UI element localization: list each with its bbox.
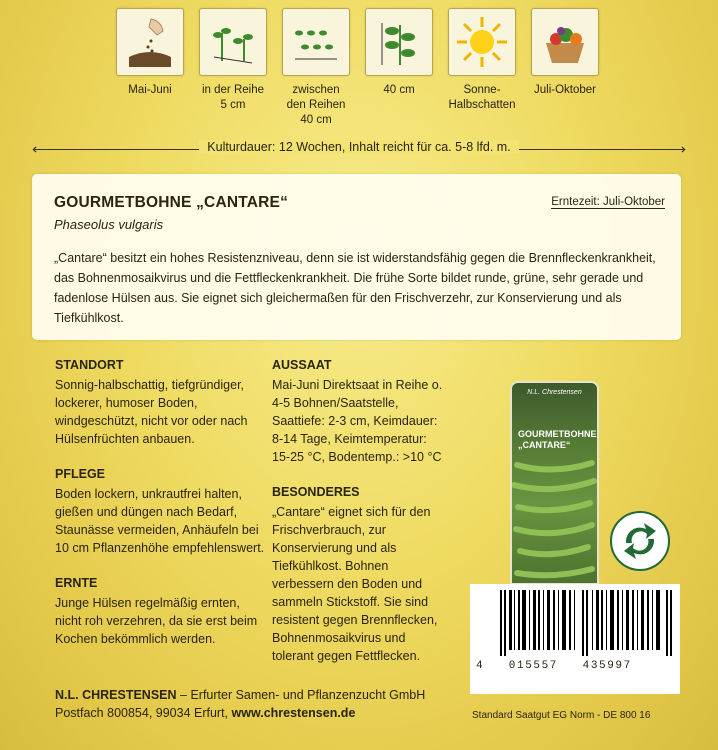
icon-row-spacing [188,8,278,113]
icon-label: Juli-Oktober [534,84,596,96]
icon-sowing-time [105,8,195,98]
besonderes-text: „Cantare“ eignet sich für den Frischverbrauch, zur Konservierung und als Tiefkühlkost. Bohnen verbessern den Boden und sammeln Stickstoff. Sie sind resistent gegen Brennflecken, Bohnenmosaikvirus und tolerant gegen Fettflecken. [272,505,438,663]
product-description: „Cantare“ besitzt ein hohes Resistenzniveau, denn sie ist widerstandsfähig gegen die Brennfleckenkrankheit, das Bohnenmosaikvirus und die Fettfleckenkrankheit. Die frühe Sorte bildet runde, grüne, sehr gerade und fadenlose Hülsen aus. Sie eignet sich gleichermaßen für den Frischverzehr, zur Konservierung und als Tiefkühlkost. [54,251,656,325]
pflege-heading: PFLEGE [55,467,106,481]
postal-address: Postfach 800854, 99034 Erfurt, [55,706,232,720]
standort-text: Sonnig-halbschattig, tiefgründiger, lockerer, humoser Boden, windgeschützt, nicht vor oder nach Hülsenfrüchten anbauen. [55,378,248,446]
latin-name: Phaseolus vulgaris [54,217,164,232]
icon-plant-height [354,8,444,98]
company-name: N.L. CHRESTENSEN [55,688,177,702]
icon-light [437,8,527,113]
company-description: – Erfurter Samen- und Pflanzenzucht GmbH [176,688,426,702]
website-link[interactable]: www.chrestensen.de [231,706,356,720]
product-card [32,174,681,340]
packet-name: GOURMETBOHNE „CANTARE“ [518,429,597,450]
packet-brand: N.L. Chrestensen [527,389,582,396]
middle-column [272,356,448,682]
barcode-bars-icon [500,590,672,656]
arrow-left-icon: ⟵ [32,141,54,158]
aussaat-text: Mai-Juni Direktsaat in Reihe o. 4-5 Bohnen/Saatstelle, Saattiefe: 2-3 cm, Keimdauer: 8-14 Tage, Keimtemperatur: 15-25 °C, Bodentemp.: >10 °C [272,378,443,464]
arrow-right-icon: ⟶ [664,141,686,158]
kulturdauer-text: Kulturdauer: 12 Wochen, Inhalt reicht für ca. 5-8 lfd. m. [199,140,518,154]
icon-row [0,8,718,128]
besonderes-heading: BESONDERES [272,485,360,499]
ernte-text: Junge Hülsen regelmäßig ernten, nicht roh verzehren, da sie erst beim Kochen bekömmlich werden. [55,596,258,646]
harvest-time: Erntezeit: Juli-Oktober [551,196,665,208]
standort-heading: STANDORT [55,358,124,372]
icon-between-rows [271,8,361,128]
ernte-heading: ERNTE [55,576,98,590]
barcode-number: 4 015557 435997 [476,660,632,672]
sowing-hand-icon [116,8,184,76]
company-line [55,688,425,702]
icon-label: zwischen den Reihen 40 cm [286,84,346,126]
aussaat-heading: AUSSAAT [272,358,332,372]
barcode [470,584,680,694]
product-title: GOURMETBOHNE „CANTARE“ [54,194,289,211]
address-line [55,706,355,720]
row-spacing-icon [199,8,267,76]
between-rows-icon [282,8,350,76]
kulturdauer-line [32,140,686,160]
icon-label: Mai-Juni [128,84,172,96]
icon-label: Sonne- Halbschatten [448,84,516,111]
bean-pods-icon [512,455,597,583]
seed-standard: Standard Saatgut EG Norm - DE 800 16 [472,710,651,721]
pflege-text: Boden lockern, unkrautfrei halten, gießen und düngen nach Bedarf, Staunässe vermeiden, Anhäufeln bei 10 cm Pflanzenhöhe empfehlenswert. [55,487,265,555]
icon-harvest [520,8,610,98]
left-column [55,356,265,665]
icon-label: 40 cm [383,84,415,96]
sun-icon [448,8,516,76]
harvest-basket-icon [531,8,599,76]
recycle-icon [610,511,670,571]
plant-height-icon [365,8,433,76]
icon-label: in der Reihe 5 cm [201,84,264,111]
seed-packet-image [510,381,599,585]
